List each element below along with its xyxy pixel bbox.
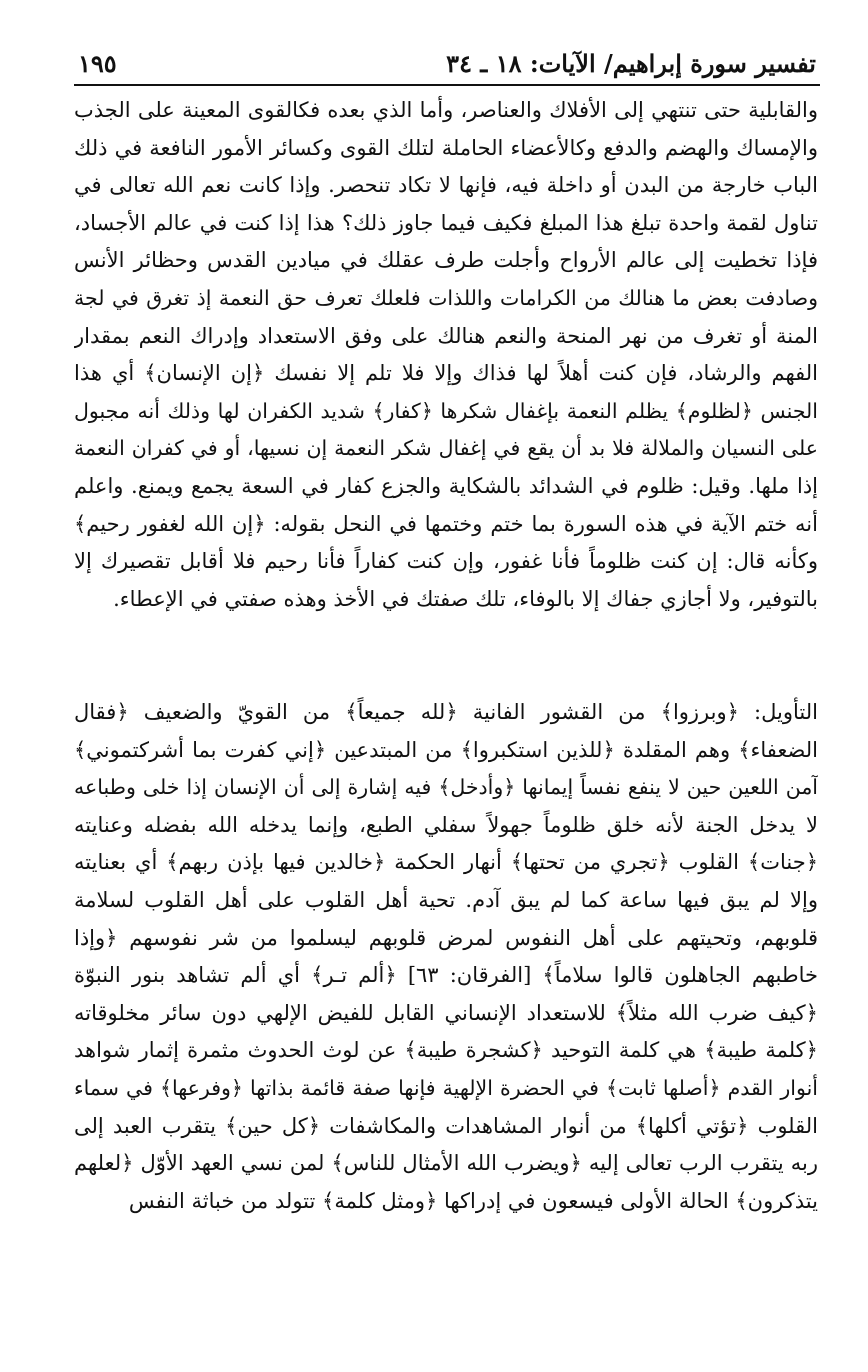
text-line: والإمساك والهضم والدفع وكالأعضاء الحاملة لتلك القوى وكسائر الأمور النافعة في ذلك (74, 135, 818, 160)
text-line: تناول لقمة واحدة تبلغ هذا المبلغ فكيف فيما جاوز ذلك؟ هذا إذا كنت في عالم الأجساد، (74, 210, 818, 235)
text-line: خاطبهم الجاهلون قالوا سلاماً﴾ [الفرقان: ٦٣] ﴿ألم تـر﴾ أي ألم تشاهد بنور النبوّة (74, 963, 818, 988)
text-line: ﴿كيف ضرب الله مثلاً﴾ للاستعداد الإنساني القابل للفيض الإلهي دون سائر مخلوقاته (74, 1000, 818, 1025)
page-number: ١٩٥ (78, 49, 117, 78)
text-line: يتذكرون﴾ الحالة الأولى فيسعون في إدراكها ﴿ومثل كلمة﴾ تتولد من خباثة النفس (128, 1188, 818, 1213)
text-line: وإلا لم يبق فيها ساعة كما لم يبق آدم. تحية أهل القلوب على أهل القلوب لسلامة (74, 887, 818, 912)
header-rule (74, 84, 820, 86)
text-line: والقابلية حتى تنتهي إلى الأفلاك والعناصر، وأما الذي بعده فكالقوى المعينة على الجذب (74, 98, 818, 122)
text-line: ﴿جنات﴾ القلوب ﴿تجري من تحتها﴾ أنهار الحكمة ﴿خالدين فيها بإذن ربهم﴾ أي بعنايته (74, 850, 818, 875)
commentary-paragraph (74, 92, 818, 618)
text-line: بالتوفير، ولا أجازي جفاك إلا بالوفاء، تلك صفتك في الأخذ وهذه صفتي في الإعطاء. (113, 586, 818, 611)
text-line: المنة أو تغرف من نهر المنحة والنعم هنالك على وفق الاستعداد وإدراك النعم بمقدار (74, 323, 818, 348)
text-line: إذا ملها. وقيل: ظلوم في الشدائد بالشكاية والجزع كفار في السعة يجمع ويمنع. واعلم (74, 473, 818, 498)
text-line: الضعفاء﴾ وهم المقلدة ﴿للذين استكبروا﴾ من المبتدعين ﴿إني كفرت بما أشركتموني﴾ (74, 737, 818, 762)
text-line: ربه يتقرب الرب تعالى إليه ﴿ويضرب الله الأمثال للناس﴾ لمن نسي العهد الأوّل ﴿لعلهم (74, 1151, 818, 1176)
text-line: الباب خارجة من البدن أو داخلة فيه، فإنها لا تكاد تنحصر. وإذا كانت نعم الله تعالى في (74, 173, 818, 198)
text-line: لا يدخل الجنة لأنه خلق ظلوماً جهولاً سفلي الطبع، وإنما يدخله الله بفضله وعنايته (74, 812, 818, 837)
text-line: أنه ختم الآية في هذه السورة بما ختم وختمها في النحل بقوله: ﴿إن الله لغفور رحيم﴾ (74, 511, 818, 536)
text-line: وكأنه قال: إن كنت ظلوماً فأنا غفور، وإن كنت كفاراً فأنا رحيم فلا أقابل تقصيرك إلا (74, 549, 818, 574)
text-line: الجنس ﴿لظلوم﴾ يظلم النعمة بإغفال شكرها ﴿كفار﴾ شديد الكفران لها وذلك أنه مجبول (74, 398, 818, 423)
text-line: القلوب ﴿تؤتي أكلها﴾ من أنوار المشاهدات والمكاشفات ﴿كل حين﴾ يتقرب العبد إلى (74, 1113, 818, 1138)
text-line: آمن اللعين حين لا ينفع نفساً إيمانها ﴿وأدخل﴾ فيه إشارة إلى أن الإنسان إذا خلى وطباعه (74, 775, 818, 800)
text-line: قلوبهم، وتحيتهم على أهل النفوس لمرض قلوبهم ليسلموا من شر نفوسهم ﴿وإذا (74, 925, 818, 950)
text-line: على النسيان والملالة فلا بد أن يقع في إغفال شكر النعمة إن نسيها، أو في كفران النعمة (74, 436, 818, 461)
text-line: ﴿كلمة طيبة﴾ هي كلمة التوحيد ﴿كشجرة طيبة﴾ عن لوث الحدوث مثمرة إثمار شواهد (74, 1038, 818, 1063)
text-line: وصادفت بعض ما هنالك من الكرامات واللذات فلعلك تعرف حق النعمة إذ تغرق في لجة (74, 285, 818, 310)
chapter-title: تفسير سورة إبراهيم/ الآيات: ١٨ ـ ٣٤ (446, 49, 816, 78)
text-line: التأويل: ﴿وبرزوا﴾ من القشور الفانية ﴿لله جميعاً﴾ من القويّ والضعيف ﴿فقال (74, 700, 818, 724)
text-line: فإذا تخطيت إلى عالم الأرواح وأجلت طرف عقلك في ميادين القدس وحظائر الأنس (74, 248, 818, 273)
running-header (78, 40, 816, 78)
interpretation-paragraph (74, 694, 818, 1220)
text-line: الفهم والرشاد، فإن كنت أهلاً لها فذاك وإلا فلا تلم إلا نفسك ﴿إن الإنسان﴾ أي هذا (74, 361, 818, 386)
text-line: أنوار القدم ﴿أصلها ثابت﴾ في الحضرة الإلهية فإنها صفة قائمة بذاتها ﴿وفرعها﴾ في سماء (74, 1075, 818, 1100)
